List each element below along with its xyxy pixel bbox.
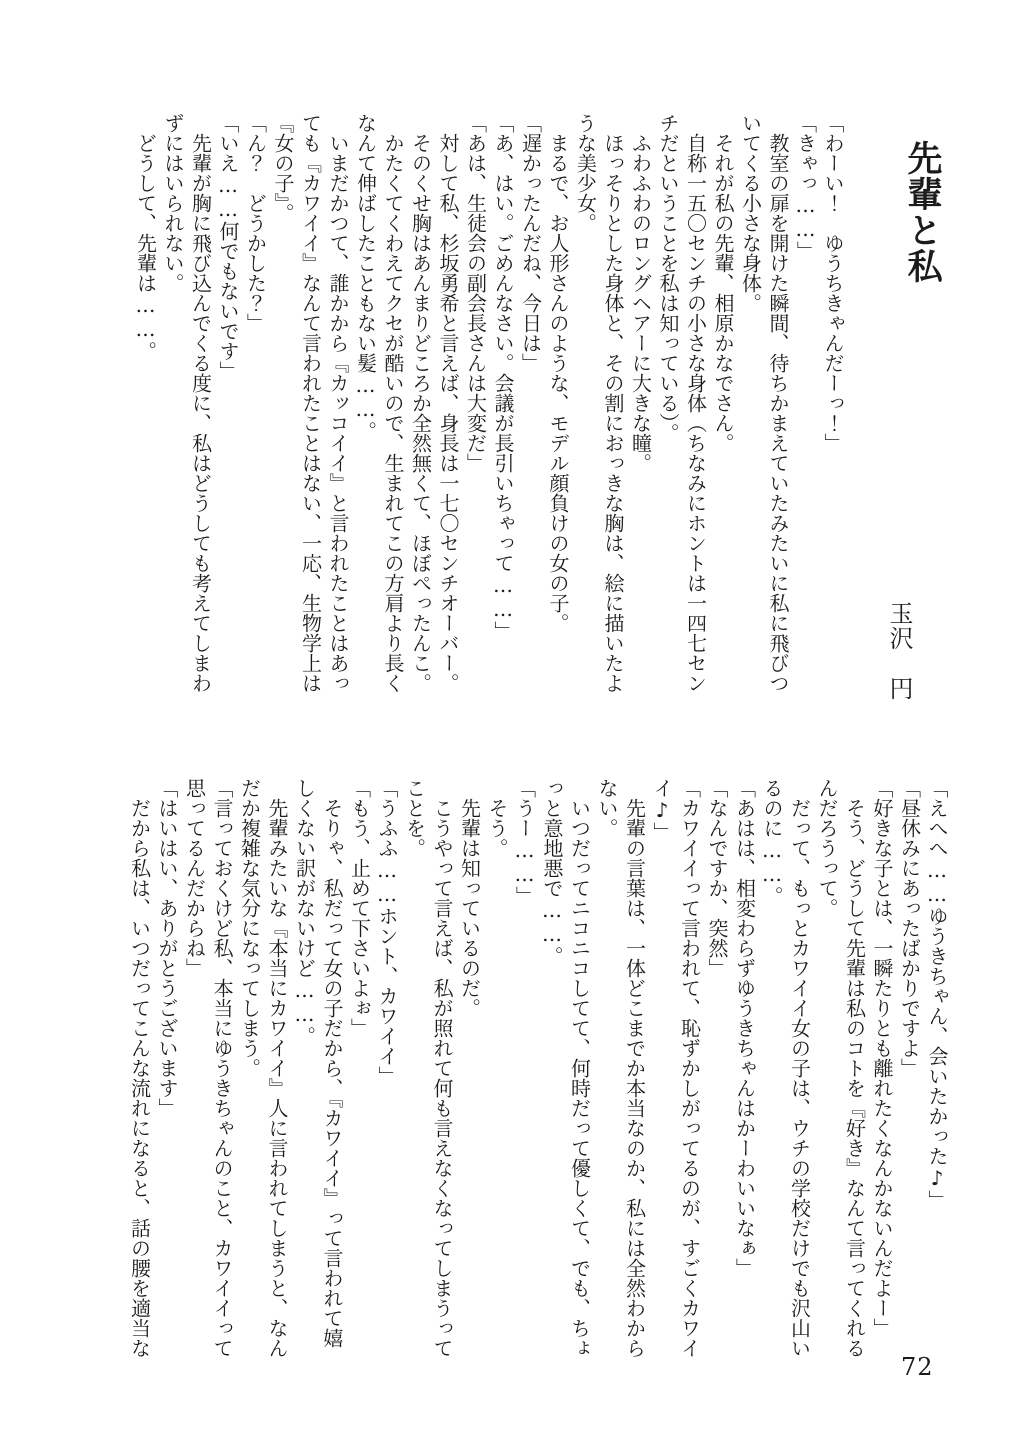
paragraph: 「あは、生徒会の副会長さんは大変だ」 xyxy=(463,113,488,473)
paragraph: 先輩の言葉は、一体どこまでか本当なのか、私には全然わからない。 xyxy=(595,778,647,1358)
paragraph: 「きゃっ……」 xyxy=(793,113,818,261)
paragraph: 「遅かったんだね、今日は」 xyxy=(518,113,543,373)
paragraph: 「わーい！ ゆうちきゃんだーっ！」 xyxy=(821,113,845,453)
paragraph: 「いえ……何でもないです」 xyxy=(216,113,240,381)
paragraph: どうして、先輩は……。 xyxy=(133,133,158,361)
paragraph: ほっそりとした身体と、その割におっきな胸は、絵に描いたような美少女。 xyxy=(573,113,625,693)
paragraph: 「あ、はい。ごめんなさい。会議が長引いちゃって……」 xyxy=(491,113,515,641)
paragraph: 先輩みたいな『本当にカワイイ』人に言われてしまうと、なんだか複雑な気分になってしまう。 xyxy=(237,778,289,1358)
author-name: 玉沢 円 xyxy=(885,601,913,701)
text-block-top xyxy=(131,113,846,701)
paragraph: 対して私、杉坂勇希と言えば、身長は一七〇センチオーバー。 xyxy=(436,133,460,693)
paragraph: 「ん？ どうかした？」 xyxy=(243,113,268,333)
paragraph: 自称一五〇センチの小さな身体（ちなみにホントは一四七センチだということを私は知っている）。 xyxy=(656,113,708,693)
page-number: 72 xyxy=(901,1353,934,1381)
paragraph: まるで、お人形さんのような、モデル顔負けの女の子。 xyxy=(546,133,570,633)
paragraph: そう。 xyxy=(485,798,509,858)
paragraph: そのくせ胸はあんまりどころか全然無くて、ほぼぺったんこ。 xyxy=(408,133,433,693)
paragraph: それが私の先輩、相原かなでさん。 xyxy=(711,133,735,453)
paragraph: 教室の扉を開けた瞬間、待ちかまえていたみたいに私に飛びついてくる小さな身体。 xyxy=(738,113,790,693)
paragraph: そりゃ、私だって女の子だから、『カワイイ』って言われて嬉しくない訳がないけど……。 xyxy=(292,778,344,1348)
paragraph: 「あはは、相変わらずゆうきちゃんはかーわいいなぁ」 xyxy=(732,778,757,1278)
paragraph: 「言っておくけど私、本当にゆうきちゃんのこと、カワイイって思ってるんだからね」 xyxy=(182,778,234,1358)
paragraph: 「えへへ……ゆうきちゃん、会いたかった♪」 xyxy=(925,778,949,1210)
text-block-bottom xyxy=(125,778,950,1366)
paragraph: 「はいはい、ありがとうございます」 xyxy=(155,778,179,1118)
paragraph: 「昼休みにあったばかりですよ」 xyxy=(897,778,922,1078)
paragraph: だから私は、いつだってこんな流れになると、話の腰を適当な xyxy=(127,798,152,1358)
paragraph: 「カワイイって言われて、恥ずかしがってるのが、すごくカワイイ♪」 xyxy=(650,778,702,1358)
page-title: 先輩と私 xyxy=(902,140,942,284)
paragraph: 「好きな子とは、一瞬たりとも離れたくなんかないんだよー」 xyxy=(870,778,894,1338)
paragraph: 「うー……」 xyxy=(512,778,537,906)
paragraph: 「うふふ……ホント、カワイイ」 xyxy=(375,778,399,1086)
paragraph: かたくてくわえてクセが酷いので、生まれてこの方肩より長くなんて伸ばしたこともない髪……。 xyxy=(353,113,405,693)
paragraph: そう、どうして先輩は私のコトを『好き』なんて言ってくれるんだろうって。 xyxy=(815,778,867,1358)
paragraph: こうやって言えば、私が照れて何も言えなくなってしまうってことを。 xyxy=(402,778,454,1358)
paragraph: 「もう、止めて下さいよぉ」 xyxy=(347,778,372,1038)
paragraph: だって、もっとカワイイ女の子は、ウチの学校だけでも沢山いるのに……。 xyxy=(760,778,812,1358)
paragraph: ふわふわのロングヘアーに大きな瞳。 xyxy=(628,133,653,473)
paragraph: いつだってニコニコしてて、何時だって優しくて、でも、ちょっと意地悪で……。 xyxy=(540,778,592,1358)
paragraph: 先輩は知っているのだ。 xyxy=(457,798,482,1018)
paragraph: 先輩が胸に飛び込んでくる度に、私はどうしても考えてしまわずにはいられない。 xyxy=(161,113,213,693)
paragraph: いまだかつて、誰かから『カッコイイ』と言われたことはあっても『カワイイ』なんて言われたことはない、一応、生物学上は『女の子』。 xyxy=(271,113,350,693)
paragraph: 「なんですか、突然」 xyxy=(705,778,729,978)
